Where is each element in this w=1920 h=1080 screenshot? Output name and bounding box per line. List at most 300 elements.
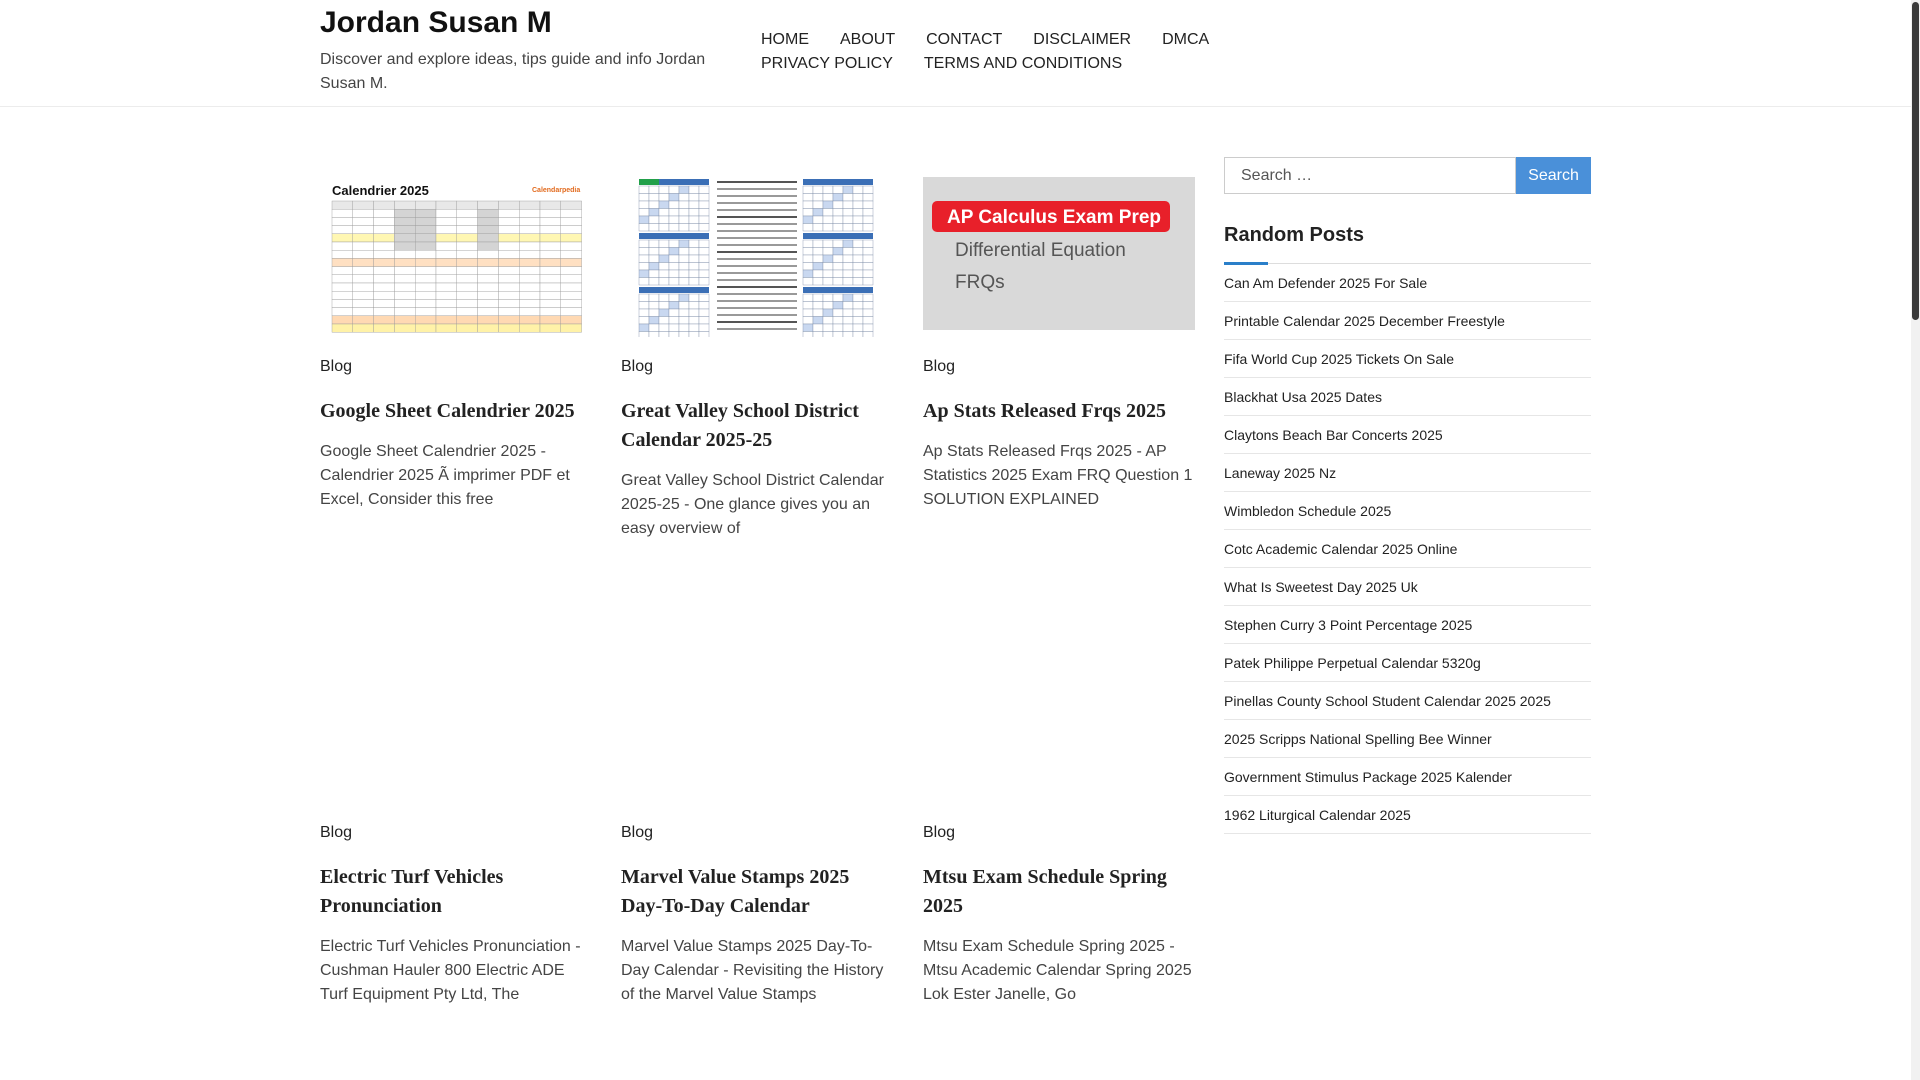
calendar-cell [457, 258, 478, 266]
post-category[interactable]: Blog [923, 358, 956, 375]
calendar-cell [659, 255, 669, 263]
calendar-cell [823, 317, 833, 325]
calendar-cell [803, 302, 813, 310]
calendar-cell [498, 267, 519, 275]
random-post-link[interactable]: Wimbledon Schedule 2025 [1224, 503, 1392, 519]
random-post-link[interactable]: Cotc Academic Calendar 2025 Online [1224, 541, 1458, 557]
calendar-cell [394, 250, 415, 258]
calendar-cell [415, 226, 436, 234]
calendar-cell [561, 324, 582, 332]
calendar-cell [843, 317, 853, 325]
list-item [1224, 264, 1591, 302]
calendar-cell [659, 278, 669, 286]
calendar-cell [561, 258, 582, 266]
calendar-cell [394, 299, 415, 307]
event-line [717, 286, 797, 288]
calendar-cell [843, 324, 853, 332]
calendar-cell [699, 278, 709, 286]
calendar-cell [519, 209, 540, 217]
calendar-cell [394, 316, 415, 324]
calendar-cell [374, 308, 395, 316]
calendar-cell [332, 209, 353, 217]
calendar-cell [332, 217, 353, 225]
calendar-cell [332, 258, 353, 266]
calendar-cell [659, 309, 669, 317]
calendar-cell [679, 194, 689, 202]
calendar-cell [649, 294, 659, 302]
calendar-cell [332, 299, 353, 307]
calendar-cell [843, 209, 853, 217]
calendar-cell [823, 194, 833, 202]
calendar-cell [679, 278, 689, 286]
calendar-cell [353, 217, 374, 225]
random-post-link[interactable]: 1962 Liturgical Calendar 2025 [1224, 807, 1411, 823]
calendar-cell [649, 302, 659, 310]
event-line [717, 237, 797, 239]
calendar-cell [649, 270, 659, 278]
calendar-cell [659, 240, 669, 248]
calendar-cell [853, 317, 863, 325]
calendar-cell [823, 186, 833, 194]
calendar-cell [394, 226, 415, 234]
calendar-cell [540, 308, 561, 316]
post-card [923, 177, 1195, 512]
calendar-cell [689, 224, 699, 232]
calendar-cell [478, 283, 499, 291]
event-line [717, 181, 797, 183]
calendar-cell [699, 186, 709, 194]
list-item [1224, 530, 1591, 568]
post-category[interactable]: Blog [923, 824, 956, 841]
calendar-cell [853, 263, 863, 271]
calendar-cell [415, 258, 436, 266]
calendar-cell [679, 294, 689, 302]
post-thumbnail[interactable] [621, 177, 893, 337]
calendar-cell [540, 275, 561, 283]
calendar-cell [639, 317, 649, 325]
list-item [1224, 606, 1591, 644]
calendar-cell [478, 234, 499, 242]
calendar-cell [813, 302, 823, 310]
calendar-cell [823, 255, 833, 263]
calendar-cell [436, 242, 457, 250]
random-post-link[interactable]: Fifa World Cup 2025 Tickets On Sale [1224, 351, 1455, 367]
post-thumbnail[interactable] [320, 177, 592, 337]
calendar-cell [374, 258, 395, 266]
calendar-cell [374, 226, 395, 234]
post-thumbnail[interactable] [923, 643, 1195, 803]
calendar-cell [561, 201, 582, 209]
calendar-cell [639, 294, 649, 302]
calendar-cell [540, 242, 561, 250]
calendar-cell [649, 309, 659, 317]
calendar-cell [863, 317, 873, 325]
calendar-cell [669, 309, 679, 317]
post-card [621, 643, 893, 1007]
scrollbar-thumb[interactable] [1912, 2, 1919, 320]
site-description: Discover and explore ideas, tips guide and info Jordan Susan M. [320, 51, 706, 92]
calendar-cell [863, 309, 873, 317]
calendar-cell [519, 275, 540, 283]
calendar-cell [478, 291, 499, 299]
calendar-cell [415, 217, 436, 225]
random-post-link[interactable]: Claytons Beach Bar Concerts 2025 [1224, 427, 1443, 443]
calendar-cell [669, 255, 679, 263]
search-input[interactable] [1224, 157, 1516, 194]
calendar-cell [843, 194, 853, 202]
calendar-cell [863, 216, 873, 224]
post-thumbnail[interactable] [621, 643, 893, 803]
calendar-cell [659, 186, 669, 194]
calendar-cell [649, 278, 659, 286]
calendar-thumbnail-image [320, 177, 592, 337]
calendar-cell [498, 316, 519, 324]
calendar-cell [679, 332, 689, 338]
calendar-cell [659, 317, 669, 325]
calendar-cell [843, 240, 853, 248]
calendar-cell [374, 299, 395, 307]
search-button[interactable]: Search [1516, 157, 1591, 194]
calendar-cell [863, 194, 873, 202]
post-excerpt: Ap Stats Released Frqs 2025 - AP Statistics 2025 Exam FRQ Question 1 SOLUTION EXPLAINED [923, 443, 1193, 508]
calendar-cell [394, 234, 415, 242]
sidebar [1224, 157, 1591, 834]
calendar-cell [863, 209, 873, 217]
calendar-cell [833, 248, 843, 256]
thumb-line1-text: Differential Equation [955, 240, 1126, 261]
calendar-cell [649, 209, 659, 217]
calendar-cell [639, 332, 649, 338]
calendar-cell [649, 216, 659, 224]
calendar-cell [699, 209, 709, 217]
calendar-cell [561, 299, 582, 307]
post-excerpt: Great Valley School District Calendar 2025-25 - One glance gives you an easy overview of [621, 472, 884, 537]
post-excerpt: Google Sheet Calendrier 2025 - Calendrier 2025 Ã imprimer PDF et Excel, Consider this free [320, 443, 570, 508]
nav-about[interactable]: ABOUT [840, 31, 896, 48]
calendar-cell [353, 283, 374, 291]
calendar-cell [457, 283, 478, 291]
thumb-line2-text: FRQs [955, 272, 1005, 293]
calendar-cell [540, 201, 561, 209]
calendar-cell [415, 308, 436, 316]
random-post-link[interactable]: Blackhat Usa 2025 Dates [1224, 389, 1382, 405]
calendar-cell [457, 201, 478, 209]
calendar-cell [561, 267, 582, 275]
calendar-cell [853, 324, 863, 332]
calendar-cell [833, 194, 843, 202]
calendar-cell [540, 316, 561, 324]
calendar-cell [332, 283, 353, 291]
calendar-cell [415, 299, 436, 307]
calendar-cell [679, 324, 689, 332]
random-post-link[interactable]: Printable Calendar 2025 December Freestyle [1224, 313, 1505, 329]
calendar-cell [457, 242, 478, 250]
calendar-cell [843, 294, 853, 302]
calendar-cell [332, 275, 353, 283]
calendar-cell [519, 324, 540, 332]
post-category[interactable]: Blog [621, 824, 654, 841]
calendar-cell [843, 309, 853, 317]
calendar-cell [853, 186, 863, 194]
calendar-cell [478, 258, 499, 266]
calendar-cell [853, 332, 863, 338]
calendar-cell [561, 250, 582, 258]
calendar-cell [519, 242, 540, 250]
event-line [717, 251, 797, 253]
calendar-cell [699, 270, 709, 278]
calendar-cell [649, 248, 659, 256]
calendar-cell [699, 248, 709, 256]
calendar-cell [498, 275, 519, 283]
calendar-cell [457, 275, 478, 283]
calendar-cell [353, 234, 374, 242]
calendar-cell [843, 248, 853, 256]
calendar-cell [394, 242, 415, 250]
nav-privacy-policy[interactable]: PRIVACY POLICY [761, 55, 893, 72]
main-nav [761, 28, 1401, 76]
calendar-cell [519, 217, 540, 225]
post-category[interactable]: Blog [320, 358, 353, 375]
calendar-cell [669, 278, 679, 286]
post-title[interactable]: Electric Turf Vehicles Pronunciation [320, 866, 504, 917]
calendar-cell [332, 250, 353, 258]
page-scrollbar[interactable] [1911, 0, 1920, 1080]
calendar-cell [699, 309, 709, 317]
calendar-cell [374, 283, 395, 291]
calendar-cell [415, 275, 436, 283]
calendar-cell [679, 255, 689, 263]
calendar-cell [853, 209, 863, 217]
calendar-cell [833, 302, 843, 310]
calendar-cell [540, 209, 561, 217]
calendar-cell [540, 234, 561, 242]
calendar-cell [394, 283, 415, 291]
calendar-cell [394, 201, 415, 209]
calendar-cell [843, 332, 853, 338]
calendar-cell [689, 294, 699, 302]
calendar-cell [498, 226, 519, 234]
calendar-cell [498, 250, 519, 258]
calendar-cell [498, 209, 519, 217]
calendar-cell [498, 217, 519, 225]
calendar-cell [679, 209, 689, 217]
calendar-cell [863, 186, 873, 194]
event-line [717, 328, 797, 330]
calendar-cell [415, 209, 436, 217]
calendar-cell [478, 226, 499, 234]
calendar-cell [689, 194, 699, 202]
calendar-cell [353, 291, 374, 299]
calendar-cell [649, 240, 659, 248]
calendar-cell [457, 324, 478, 332]
calendar-cell [699, 317, 709, 325]
post-category[interactable]: Blog [621, 358, 654, 375]
calendar-cell [540, 226, 561, 234]
calendar-cell [863, 324, 873, 332]
calendar-cell [833, 255, 843, 263]
calendar-cell [843, 302, 853, 310]
calendar-cell [561, 234, 582, 242]
month-header [639, 287, 709, 293]
calendar-cell [853, 309, 863, 317]
calendar-cell [843, 270, 853, 278]
calendar-cell [457, 299, 478, 307]
calendar-cell [813, 216, 823, 224]
random-posts-title: Random Posts [1224, 224, 1365, 246]
calendar-cell [561, 217, 582, 225]
calendar-cell [853, 216, 863, 224]
calendar-cell [332, 242, 353, 250]
event-line [717, 188, 797, 190]
site-title[interactable]: Jordan Susan M [320, 6, 552, 39]
ap-calculus-thumbnail-image [923, 177, 1195, 337]
nav-home[interactable]: HOME [761, 31, 809, 48]
calendar-cell [498, 291, 519, 299]
nav-contact[interactable]: CONTACT [926, 31, 1003, 48]
calendar-cell [699, 194, 709, 202]
calendar-cell [639, 302, 649, 310]
post-excerpt: Mtsu Exam Schedule Spring 2025 - Mtsu Academic Calendar Spring 2025 Lok Ester Janelle, Go [923, 938, 1192, 1003]
calendar-cell [813, 270, 823, 278]
list-item [1224, 796, 1591, 834]
calendar-cell [813, 309, 823, 317]
calendar-cell [394, 258, 415, 266]
calendar-cell [699, 240, 709, 248]
list-item [1224, 302, 1591, 340]
calendar-cell [689, 332, 699, 338]
random-post-link[interactable]: 2025 Scripps National Spelling Bee Winner [1224, 731, 1492, 747]
calendar-cell [679, 186, 689, 194]
calendar-cell [436, 217, 457, 225]
calendar-cell [639, 255, 649, 263]
calendar-cell [843, 216, 853, 224]
nav-disclaimer[interactable]: DISCLAIMER [1033, 31, 1132, 48]
post-card [621, 177, 893, 541]
calendar-cell [699, 332, 709, 338]
calendar-cell [699, 216, 709, 224]
calendar-cell [332, 324, 353, 332]
calendar-cell [813, 324, 823, 332]
calendar-cell [457, 308, 478, 316]
calendar-cell [478, 308, 499, 316]
event-line [717, 293, 797, 295]
post-title[interactable]: Google Sheet Calendrier 2025 [320, 400, 575, 422]
random-post-link[interactable]: What Is Sweetest Day 2025 Uk [1224, 579, 1418, 595]
random-posts-list [1224, 264, 1591, 834]
calendar-cell [803, 224, 813, 232]
calendar-cell [689, 278, 699, 286]
random-post-link[interactable]: Government Stimulus Package 2025 Kalender [1224, 769, 1512, 785]
calendar-cell [853, 201, 863, 209]
event-line [717, 230, 797, 232]
calendar-cell [394, 217, 415, 225]
calendar-cell [519, 308, 540, 316]
calendar-cell [833, 216, 843, 224]
calendar-cell [639, 263, 649, 271]
nav-terms-and-conditions[interactable]: TERMS AND CONDITIONS [923, 55, 1123, 72]
calendar-cell [436, 250, 457, 258]
calendar-cell [803, 278, 813, 286]
calendar-cell [540, 324, 561, 332]
calendar-cell [519, 226, 540, 234]
event-line [717, 195, 797, 197]
calendar-cell [863, 263, 873, 271]
calendar-cell [659, 294, 669, 302]
calendar-cell [478, 275, 499, 283]
event-line [717, 321, 797, 323]
calendar-cell [823, 209, 833, 217]
calendar-cell [669, 216, 679, 224]
calendar-cell [689, 309, 699, 317]
calendar-cell [689, 270, 699, 278]
calendar-cell [332, 226, 353, 234]
calendar-cell [436, 308, 457, 316]
calendar-cell [823, 240, 833, 248]
calendar-cell [659, 263, 669, 271]
list-item [1224, 340, 1591, 378]
random-post-link[interactable]: Patek Philippe Perpetual Calendar 5320g [1224, 655, 1481, 671]
calendar-cell [863, 332, 873, 338]
post-title[interactable]: Mtsu Exam Schedule Spring 2025 [923, 866, 1167, 917]
month-header [803, 179, 873, 185]
month-header [803, 287, 873, 293]
calendar-cell [374, 250, 395, 258]
post-title[interactable]: Ap Stats Released Frqs 2025 [923, 400, 1166, 422]
calendar-cell [353, 267, 374, 275]
calendar-cell [843, 201, 853, 209]
calendar-cell [639, 224, 649, 232]
calendar-cell [639, 309, 649, 317]
post-thumbnail[interactable] [320, 643, 592, 803]
post-thumbnail[interactable] [923, 177, 1195, 337]
random-post-link[interactable]: Pinellas County School Student Calendar 2025 2025 [1224, 693, 1551, 709]
calendar-cell [561, 308, 582, 316]
calendar-cell [478, 242, 499, 250]
calendar-cell [833, 332, 843, 338]
calendar-cell [863, 294, 873, 302]
calendar-cell [561, 242, 582, 250]
calendar-cell [540, 299, 561, 307]
calendar-cell [833, 209, 843, 217]
random-post-link[interactable]: Laneway 2025 Nz [1224, 465, 1337, 481]
calendar-cell [669, 294, 679, 302]
calendar-cell [561, 226, 582, 234]
random-post-link[interactable]: Stephen Curry 3 Point Percentage 2025 [1224, 617, 1473, 633]
nav-dmca[interactable]: DMCA [1162, 31, 1210, 48]
calendar-cell [689, 317, 699, 325]
post-title[interactable]: Great Valley School District Calendar 2025-25 [621, 400, 859, 451]
calendar-cell [853, 270, 863, 278]
calendar-cell [374, 242, 395, 250]
calendar-cell [374, 201, 395, 209]
calendar-cell [689, 263, 699, 271]
post-title[interactable]: Marvel Value Stamps 2025 Day-To-Day Calendar [621, 866, 850, 917]
list-item [1224, 758, 1591, 796]
calendar-cell [679, 216, 689, 224]
random-post-link[interactable]: Can Am Defender 2025 For Sale [1224, 275, 1428, 291]
calendar-cell [659, 201, 669, 209]
calendar-cell [498, 308, 519, 316]
calendar-cell [478, 316, 499, 324]
calendar-cell [843, 186, 853, 194]
post-category[interactable]: Blog [320, 824, 353, 841]
calendar-cell [415, 283, 436, 291]
calendar-cell [457, 234, 478, 242]
calendar-cell [813, 240, 823, 248]
calendar-cell [540, 217, 561, 225]
calendar-cell [679, 263, 689, 271]
calendar-cell [669, 186, 679, 194]
